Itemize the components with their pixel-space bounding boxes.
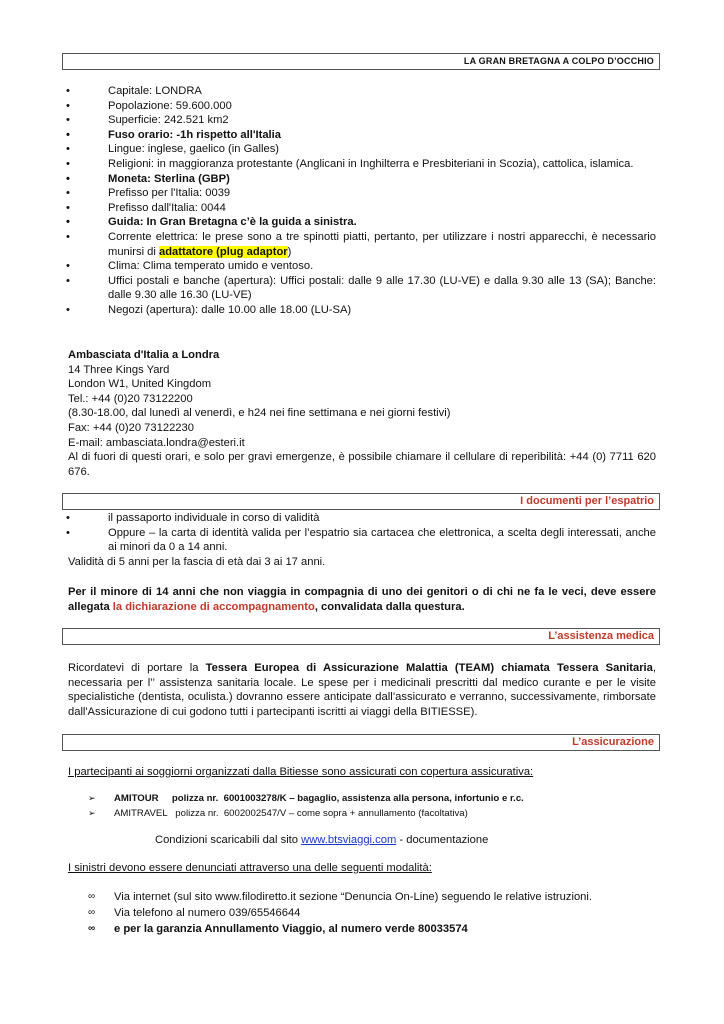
arrow-icon: ➢: [88, 808, 96, 818]
insurance-intro: I partecipanti ai soggiorni organizzati dalla Bitiesse sono assicurati con copertura assicurativa:: [68, 766, 534, 778]
arrow-icon: ➢: [88, 793, 96, 803]
bullet-icon: •: [66, 187, 70, 200]
insurance-conditions: Condizioni scaricabili dal sito www.btsviaggi.com - documentazione: [155, 834, 489, 846]
bullet-icon: •: [66, 172, 70, 185]
embassy-block: [68, 348, 656, 479]
list-item: • Religioni: in maggioranza protestante (Anglicani in Inghilterra e Presbiteriani in Scozia), cattolica, islamica.: [66, 157, 634, 170]
embassy-address-2: London W1, United Kingdom: [68, 378, 212, 391]
list-item: ∞ e per la garanzia Annullamento Viaggio, al numero verde 80033574: [88, 923, 468, 935]
policy-list: [88, 791, 648, 821]
list-item: • Fuso orario: -1h rispetto all'Italia: [66, 128, 281, 141]
list-item: • Prefisso dall'Italia: 0044: [66, 201, 226, 214]
list-item: • Lingue: inglese, gaelico (in Galles): [66, 143, 280, 156]
documents-validity: Validità di 5 anni per la fascia di età dai 3 ai 17 anni.: [68, 556, 326, 568]
bullet-icon: •: [66, 143, 70, 156]
list-item: • Uffici postali e banche (apertura): Uffici postali: dalle 9 alle 17.30 (LU-VE) e dalla 9.30 alle 13 (SA); Banche: dalle 9.30 alle 16.30 (LU-VE): [66, 274, 656, 302]
list-item: • Corrente elettrica: le prese sono a tre spinotti piatti, pertanto, per utilizzare i nostri apparecchi, è necessario munirsi di adattatore (plug adaptor): [66, 230, 656, 258]
embassy-title: Ambasciata d'Italia a Londra: [68, 349, 220, 361]
list-item: ➢ AMITOUR polizza nr. 6001003278/K – bagaglio, assistenza alla persona, infortunio e r.c.: [88, 793, 524, 804]
accompaniment-declaration: la dichiarazione di accompagnamento: [112, 600, 315, 613]
list-item: • Popolazione: 59.600.000: [66, 99, 232, 112]
btsviaggi-link[interactable]: www.btsviaggi.com: [301, 834, 397, 846]
insurance-section-header: [62, 734, 660, 751]
list-item: ∞ Via telefono al numero 039/65546644: [88, 907, 301, 919]
bullet-icon: •: [66, 526, 70, 539]
list-item: • il passaporto individuale in corso di validità: [66, 512, 320, 524]
documents-list: [62, 511, 656, 555]
infinity-icon: ∞: [88, 907, 96, 918]
embassy-address-1: 14 Three Kings Yard: [68, 363, 170, 376]
list-item: ➢ AMITRAVEL polizza nr. 6002002547/V – come sopra + annullamento (facoltativa): [88, 808, 468, 819]
bullet-icon: •: [66, 114, 70, 127]
embassy-fax: Fax: +44 (0)20 73122230: [68, 421, 194, 434]
list-item: • Moneta: Sterlina (GBP): [66, 172, 230, 185]
facts-list: [62, 84, 656, 318]
page-header-box: [62, 53, 660, 70]
bullet-icon: •: [66, 99, 70, 112]
bullet-icon: •: [66, 157, 70, 170]
bullet-icon: •: [66, 201, 70, 214]
embassy-hours: (8.30-18.00, dal lunedì al venerdì, e h24 nei fine settimana e nei giorni festivi): [68, 407, 451, 420]
medical-text: Ricordatevi di portare la Tessera Europea di Assicurazione Malattia (TEAM) chiamata Tessera Sanitaria, necessaria per l’’ assistenza sanitaria locale. Le spese per i medicinali prescritti dal medico curante e per le visite specialistiche (dentista, oculista.) dovranno essere anticipate dall’assicurato e verranno, successivamente, rimborsate dall'Assicurazione di cui godono tutti i partecipanti iscritti ai viaggi della BITIESSE).: [68, 662, 656, 718]
bullet-icon: •: [66, 128, 70, 141]
section-title: L’assicurazione: [572, 736, 654, 748]
list-item: • Superficie: 242.521 km2: [66, 114, 229, 127]
list-item: • Oppure – la carta di identità valida per l’espatrio sia cartacea che elettronica, a scelta degli interessati, anche ai minori da 0 a 14 anni.: [66, 526, 656, 554]
page-header-title: LA GRAN BRETAGNA A COLPO D’OCCHIO: [463, 56, 654, 66]
section-title: L’assistenza medica: [548, 630, 654, 642]
documents-minor-note: Per il minore di 14 anni che non viaggia in compagnia di uno dei genitori o di chi ne fa le veci, deve essere allegata la dichiarazione di accompagnamento, convalidata dalla questura.: [68, 586, 656, 613]
bullet-icon: •: [66, 85, 70, 97]
bullet-icon: •: [66, 303, 70, 316]
list-item: • Negozi (apertura): dalle 10.00 alle 18.00 (LU-SA): [66, 303, 352, 316]
list-item: • Capitale: LONDRA: [66, 85, 202, 97]
infinity-icon: ∞: [88, 923, 96, 934]
claims-list: [88, 889, 648, 937]
embassy-emergency-note: Al di fuori di questi orari, e solo per gravi emergenze, è possibile chiamare il cellulare di reperibilità: +44 (0) 7711 620 676.: [68, 451, 656, 478]
medical-section-header: [62, 628, 660, 645]
bullet-icon: •: [66, 512, 70, 524]
list-item: • Guida: In Gran Bretagna c’è la guida a sinistra.: [66, 216, 357, 229]
list-item: • Clima: Clima temperato umido e ventoso.: [66, 260, 314, 273]
bullet-icon: •: [66, 274, 70, 287]
bullet-icon: •: [66, 216, 70, 229]
list-item: ∞ Via internet (sul sito www.filodiretto.it sezione “Denuncia On-Line) seguendo le relative istruzioni.: [88, 891, 592, 903]
embassy-email: E-mail: ambasciata.londra@esteri.it: [68, 436, 245, 449]
infinity-icon: ∞: [88, 891, 96, 902]
bullet-icon: •: [66, 230, 70, 243]
documents-section-header: [62, 493, 660, 510]
section-title: I documenti per l’espatrio: [520, 495, 654, 507]
claims-intro: I sinistri devono essere denunciati attraverso una delle seguenti modalità:: [68, 862, 432, 874]
list-item: • Prefisso per l'Italia: 0039: [66, 187, 231, 200]
bullet-icon: •: [66, 260, 70, 273]
embassy-phone: Tel.: +44 (0)20 73122200: [68, 392, 193, 405]
plug-adaptor-highlight: adattatore (plug adaptor: [158, 245, 288, 258]
